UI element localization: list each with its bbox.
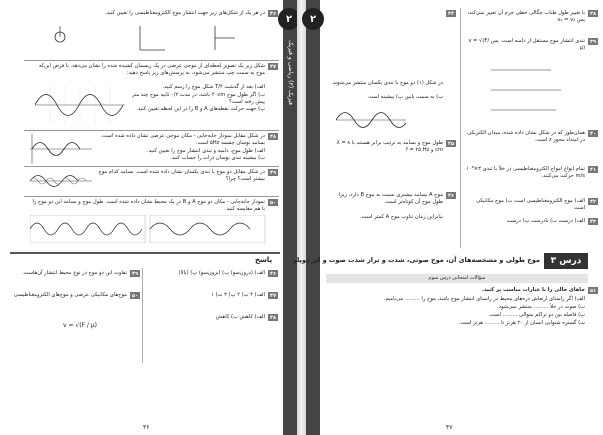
answer-number: ۴۱ bbox=[589, 166, 597, 173]
answer-text: ب) به سمت پایین پ) بیشینه است bbox=[368, 94, 443, 100]
test-section-bar: سؤالات امتحانی درس سوم bbox=[326, 274, 588, 283]
answer-number: ۴۶ bbox=[447, 192, 455, 199]
question-text: در شکل مقابل نمودار جابه‌جایی - مکان موجی عرضی نشان داده شده است. بسامد نوسان چشمه ۵Hz است. bbox=[100, 133, 265, 146]
question-number: ۴۹ bbox=[269, 169, 277, 176]
answer-text: الف) (درون‌سو) ب) (برون‌سو) پ) (بالا) bbox=[178, 270, 265, 276]
answer-text: تندی انتشار موج مستقل از دامنه است. پس v = √(F/μ) bbox=[468, 38, 585, 51]
question-text: نمودار جابه‌جایی - مکان دو موج A و B در یک محیط نشان داده شده است. طول موج و بسامد این دو موج را با هم مقایسه کنید. bbox=[32, 199, 265, 212]
formula-block bbox=[481, 60, 581, 126]
wave-graph bbox=[35, 84, 125, 126]
question-number: ۴۷ bbox=[269, 63, 277, 70]
question-text: شکل زیر یک تصویر لحظه‌ای از موجی عرضی در یک ریسمان کشیده شده را نشان می‌دهد. با فرض این‌که موج به سمت چپ منتشر می‌شود، به پرسش‌های زیر پاسخ دهید: bbox=[38, 63, 265, 76]
answer-text: در شکل (۱) دو موج با تندی یکسان منتشر می‌شوند. bbox=[331, 80, 443, 86]
answer-formula: v = √(F / μ) bbox=[62, 322, 97, 329]
lesson-title: موج طولی و مشخصه‌های آن، موج صوتی، شدت و تراز شدت صوت و اثر دوپلر bbox=[292, 256, 540, 264]
right-page bbox=[292, 0, 603, 435]
answer-number: ۴۵ bbox=[447, 140, 455, 147]
answer-number: ۴۳ bbox=[589, 218, 597, 225]
book-spine bbox=[297, 0, 306, 435]
question-part: الف) طول موج، دامنه و تندی انتشار موج را تعیین کنید. bbox=[146, 148, 265, 154]
answer-text: الف) ۴ ب) ۲ پ) ۳ ت) ۱ bbox=[211, 292, 265, 298]
displacement-graph bbox=[30, 134, 92, 164]
lesson-label: درس ۳ bbox=[544, 253, 588, 269]
divider bbox=[24, 60, 279, 61]
left-page bbox=[0, 0, 297, 435]
answer-text: همان‌طور که در شکل نشان داده شده، میدان الکتریکی در امتداد محور z است. bbox=[467, 130, 585, 143]
question-text: در شکل مقابل دو موج با تندی یکسان نشان داده شده است. بسامد کدام موج بیشتر است؟ چرا؟ bbox=[98, 169, 265, 182]
divider bbox=[24, 130, 279, 131]
answer-number: ۴۲ bbox=[589, 198, 597, 205]
left-chapter-tab: ۲ bbox=[278, 8, 300, 30]
question-number: ۵۱ bbox=[589, 287, 597, 294]
answer-number: ۴۸ bbox=[269, 314, 277, 321]
answer-text: الف) کاهش ب) کاهش bbox=[215, 314, 265, 320]
lesson-header bbox=[292, 253, 588, 269]
sine-wave-graph bbox=[336, 104, 406, 136]
question-part: الف) بعد از گذشت T/۴ شکل موج را رسم کنید. bbox=[162, 84, 265, 90]
answer-text: طول موج و بسامد به ترتیب برابر هستند با λ = ۸ cm و f = ۲۵ Hz bbox=[336, 140, 443, 153]
page-number: ۴۶ bbox=[143, 424, 150, 431]
page-number: ۴۷ bbox=[446, 424, 453, 431]
answer-number: ۴۶ bbox=[269, 270, 277, 277]
column-divider bbox=[460, 8, 461, 248]
answer-text: تفاوت این دو موج در نوع محیط انتشار آن‌هاست. bbox=[21, 270, 127, 276]
answer-number: ۳۹ bbox=[589, 38, 597, 45]
answer-text: تمام انواع امواج الکترومغناطیسی در خلأ با تندی ۳×۱۰⁸ m/s حرکت می‌کنند. bbox=[466, 166, 585, 179]
answer-number: ۴۹ bbox=[131, 270, 139, 277]
question-text: در هر یک از شکل‌های زیر جهت انتشار موج الکترومغناطیسی را تعیین کنید. bbox=[104, 10, 265, 16]
question-part: پ) فاصله بین دو تراکم متوالی ......... است. bbox=[488, 312, 585, 318]
answer-number: ۳۸ bbox=[589, 10, 597, 17]
em-wave-diagrams bbox=[40, 22, 240, 58]
question-number: ۵۰ bbox=[269, 199, 277, 206]
divider bbox=[24, 166, 279, 167]
answer-text: موج A بسامد بیشتری نسبت به موج B دارد، زیرا طول موج آن کوتاه‌تر است. bbox=[338, 192, 443, 205]
question-part: الف) اگر راستای ارتعاش ذره‌های محیط در راستای انتشار موج باشد، موج را ......... می‌نامیم. bbox=[383, 296, 585, 302]
answer-text: الف) موج الکترومغناطیسی است ب) موج مکانیکی است bbox=[475, 198, 585, 211]
question-number: ۴۶ bbox=[269, 10, 277, 17]
right-chapter-tab: ۲ bbox=[302, 8, 324, 30]
question-part: ب) اگر طول موج ۴۰cm باشد، در مدت ۰/۲ ثانیه موج چند متر پیش رفته است؟ bbox=[132, 92, 265, 105]
wave-ab-graphs bbox=[30, 215, 270, 243]
answer-text: با تغییر طول طناب چگالی خطی جرم آن تغییر نمی‌کند، پس v₁ = v₂ bbox=[467, 10, 585, 23]
answer-title: پاسخ bbox=[255, 256, 273, 264]
answer-text: بنابراین زمان تناوب موج A کمتر است. bbox=[359, 214, 443, 220]
question-part: ب) بیشینه تندی نوسان ذرات را حساب کنید. bbox=[169, 155, 265, 161]
answer-number: ۵۰ bbox=[131, 292, 139, 299]
answer-number: ۴۰ bbox=[589, 130, 597, 137]
question-text: جاهای خالی را با عبارات مناسب پر کنید. bbox=[481, 287, 585, 293]
question-number: ۴۸ bbox=[269, 133, 277, 140]
question-part: ب) صوت در خلأ ......... منتشر نمی‌شود. bbox=[497, 304, 585, 310]
answer-divider bbox=[10, 252, 280, 254]
left-side-label: فیزیک (۳) ریاضی و فیزیک bbox=[287, 40, 294, 105]
answer-column-divider bbox=[142, 268, 143, 363]
question-part: ت) گستره شنوایی انسان از ۲۰ هرتز تا ......... هرتز است. bbox=[458, 320, 585, 326]
answer-text: الف) درست ب) نادرست پ) درست bbox=[506, 218, 585, 224]
two-waves-graph bbox=[30, 168, 92, 194]
left-side-strip bbox=[283, 0, 297, 435]
answer-text: موج‌های مکانیکی عرضی و موج‌های الکترومغناطیسی bbox=[13, 292, 127, 298]
right-side-strip bbox=[306, 0, 320, 435]
answer-number: ۴۴ bbox=[447, 10, 455, 17]
question-part: پ) جهت حرکت نقطه‌های A و B را در این لحظه تعیین کنید. bbox=[136, 106, 265, 112]
divider bbox=[24, 196, 279, 197]
answer-number: ۴۷ bbox=[269, 292, 277, 299]
